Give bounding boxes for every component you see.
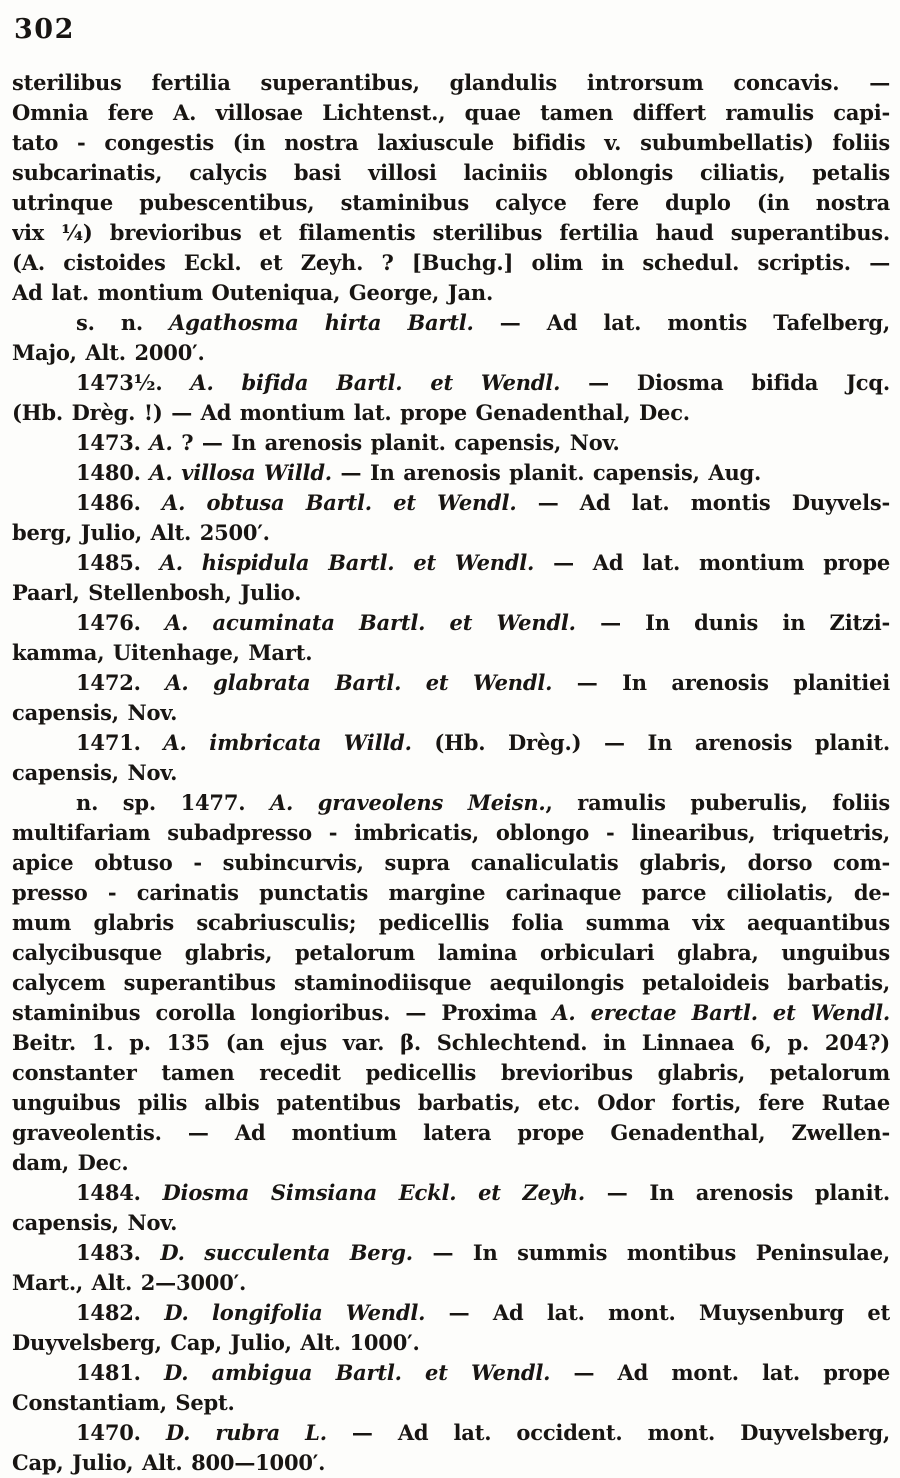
text-segment: 1471. [76, 730, 164, 755]
text-segment: 1483. [76, 1240, 161, 1265]
text-line [12, 518, 890, 548]
text-segment: kamma, Uitenhage, Mart. [12, 640, 313, 665]
text-segment: utrinque pubescentibus, staminibus calyce fere duplo (in nostra [12, 190, 890, 215]
text-segment: dam, Dec. [12, 1150, 129, 1175]
text-segment: , ramulis puberulis, foliis [545, 790, 890, 815]
text-line [12, 248, 890, 278]
species-name: A. erectae Bartl. et Wendl. [552, 1000, 890, 1025]
text-line [12, 428, 890, 458]
species-name: A. acuminata Bartl. et Wendl. [165, 610, 576, 635]
text-segment: 1472. [76, 670, 166, 695]
text-segment: — Ad lat. montium prope [534, 550, 890, 575]
text-segment: vix ¼) brevioribus et filamentis sterilibus fertilia haud superantibus. [12, 220, 890, 245]
text-line [12, 1088, 890, 1118]
text-segment: ? — In arenosis planit. capensis, Nov. [172, 430, 620, 455]
text-segment: calycibusque glabris, petalorum lamina orbiculari glabra, unguibus [12, 940, 890, 965]
text-segment: Duyvelsberg, Cap, Julio, Alt. 1000′. [12, 1330, 420, 1355]
text-line [12, 158, 890, 188]
text-segment: Ad lat. montium Outeniqua, George, Jan. [12, 280, 494, 305]
text-segment: apice obtuso - subincurvis, supra canaliculatis glabris, dorso com- [12, 850, 890, 875]
text-line [12, 578, 890, 608]
text-segment: 1473½. [76, 370, 191, 395]
species-name: A. glabrata Bartl. et Wendl. [165, 670, 553, 695]
text-line [12, 1388, 890, 1418]
text-segment: 1470. [76, 1420, 166, 1445]
text-line [12, 368, 890, 398]
text-segment: berg, Julio, Alt. 2500′. [12, 520, 270, 545]
text-segment: capensis, Nov. [12, 1210, 178, 1235]
text-segment: 1486. [76, 490, 163, 515]
text-line [12, 1448, 890, 1478]
text-segment: 1481. [76, 1360, 165, 1385]
text-segment: Beitr. 1. p. 135 (an ejus var. β. Schlechtend. in Linnaea 6, p. 204?) [12, 1030, 890, 1055]
species-name: Diosma Simsiana Eckl. et Zeyh. [162, 1180, 586, 1205]
text-segment: (Hb. Drèg. !) — Ad montium lat. prope Genadenthal, Dec. [12, 400, 690, 425]
text-segment: unguibus pilis albis patentibus barbatis, etc. Odor fortis, fere Rutae [12, 1090, 890, 1115]
text-segment: — Ad lat. mont. Muysenburg et [425, 1300, 890, 1325]
text-line [12, 218, 890, 248]
text-line [12, 878, 890, 908]
text-line [12, 1058, 890, 1088]
text-segment: — In arenosis planitiei [552, 670, 890, 695]
text-line [12, 1208, 890, 1238]
text-segment: Paarl, Stellenbosh, Julio. [12, 580, 302, 605]
text-line [12, 278, 890, 308]
text-segment: 1485. [76, 550, 160, 575]
text-line [12, 338, 890, 368]
text-segment: capensis, Nov. [12, 700, 178, 725]
text-segment: capensis, Nov. [12, 760, 178, 785]
text-segment: — Ad lat. montis Tafelberg, [473, 310, 890, 335]
text-line [12, 1178, 890, 1208]
species-name: A. graveolens Meisn. [269, 790, 546, 815]
text-line [12, 308, 890, 338]
text-line [12, 998, 890, 1028]
text-line [12, 938, 890, 968]
text-line [12, 608, 890, 638]
species-name: D. longifolia Wendl. [164, 1300, 426, 1325]
text-line [12, 1358, 890, 1388]
text-line [12, 1298, 890, 1328]
text-segment: Cap, Julio, Alt. 800—1000′. [12, 1450, 326, 1475]
species-name: A. hispidula Bartl. et Wendl. [159, 550, 535, 575]
text-line [12, 488, 890, 518]
text-segment: Majo, Alt. 2000′. [12, 340, 205, 365]
species-name: D. rubra L. [165, 1420, 327, 1445]
text-line [12, 548, 890, 578]
text-line [12, 458, 890, 488]
text-segment: — Ad lat. montis Duyvels- [516, 490, 890, 515]
text-line [12, 848, 890, 878]
text-line [12, 98, 890, 128]
text-segment: subcarinatis, calycis basi villosi laciniis oblongis ciliatis, petalis [12, 160, 890, 185]
text-line [12, 1028, 890, 1058]
text-segment: 1473. [76, 430, 150, 455]
text-line [12, 1418, 890, 1448]
text-segment: constanter tamen recedit pedicellis brevioribus glabris, petalorum [12, 1060, 890, 1085]
species-name: A. imbricata Willd. [163, 730, 412, 755]
species-name: D. succulenta Berg. [160, 1240, 413, 1265]
text-line [12, 1238, 890, 1268]
text-segment: (A. cistoides Eckl. et Zeyh. ? [Buchg.] olim in schedul. scriptis. — [12, 250, 890, 275]
page-number: 302 [14, 14, 75, 45]
species-name: Agathosma hirta Bartl. [169, 310, 474, 335]
species-name: A. [149, 430, 173, 455]
text-line [12, 788, 890, 818]
text-segment: multifariam subadpresso - imbricatis, oblongo - linearibus, triquetris, [12, 820, 890, 845]
text-line [12, 128, 890, 158]
text-segment: tato - congestis (in nostra laxiuscule bifidis v. subumbellatis) foliis [12, 130, 890, 155]
text-segment: Mart., Alt. 2—3000′. [12, 1270, 247, 1295]
text-segment: 1484. [76, 1180, 163, 1205]
text-segment: Omnia fere A. villosae Lichtenst., quae tamen differt ramulis capi- [12, 100, 890, 125]
text-segment: — Ad mont. lat. prope [550, 1360, 890, 1385]
text-segment: presso - carinatis punctatis margine carinaque parce ciliolatis, de- [12, 880, 890, 905]
text-segment: — Diosma bifida Jcq. [560, 370, 890, 395]
text-segment: — In summis montibus Peninsulae, [412, 1240, 890, 1265]
text-segment: calycem superantibus staminodiisque aequilongis petaloideis barbatis, [12, 970, 890, 995]
text-segment: graveolentis. — Ad montium latera prope Genadenthal, Zwellen- [12, 1120, 890, 1145]
text-line [12, 908, 890, 938]
text-segment: 1480. [76, 460, 150, 485]
text-line [12, 68, 890, 98]
text-segment: — In arenosis planit. [585, 1180, 890, 1205]
text-line [12, 1148, 890, 1178]
text-segment: sterilibus fertilia superantibus, glandulis introrsum concavis. — [12, 70, 890, 95]
text-segment: (Hb. Drèg.) — In arenosis planit. [411, 730, 890, 755]
text-line [12, 818, 890, 848]
text-segment: n. sp. 1477. [76, 790, 270, 815]
species-name: A. villosa Willd. [149, 460, 332, 485]
text-line [12, 1118, 890, 1148]
text-segment: — In dunis in Zitzi- [575, 610, 890, 635]
text-segment: mum glabris scabriusculis; pedicellis folia summa vix aequantibus [12, 910, 890, 935]
text-segment: s. n. [76, 310, 170, 335]
text-line [12, 698, 890, 728]
text-line [12, 728, 890, 758]
text-segment: 1482. [76, 1300, 165, 1325]
text-line [12, 968, 890, 998]
text-segment: Constantiam, Sept. [12, 1390, 235, 1415]
text-line [12, 188, 890, 218]
text-line [12, 638, 890, 668]
text-segment: — In arenosis planit. capensis, Aug. [331, 460, 762, 485]
text-segment: — Ad lat. occident. mont. Duyvelsberg, [326, 1420, 890, 1445]
text-segment: 1476. [76, 610, 166, 635]
species-name: A. obtusa Bartl. et Wendl. [162, 490, 517, 515]
text-line [12, 758, 890, 788]
species-name: A. bifida Bartl. et Wendl. [190, 370, 561, 395]
text-line [12, 398, 890, 428]
text-line [12, 1328, 890, 1358]
text-line [12, 668, 890, 698]
page-body [12, 68, 890, 1478]
text-line [12, 1268, 890, 1298]
species-name: D. ambigua Bartl. et Wendl. [164, 1360, 551, 1385]
text-segment: staminibus corolla longioribus. — Proxima [12, 1000, 553, 1025]
